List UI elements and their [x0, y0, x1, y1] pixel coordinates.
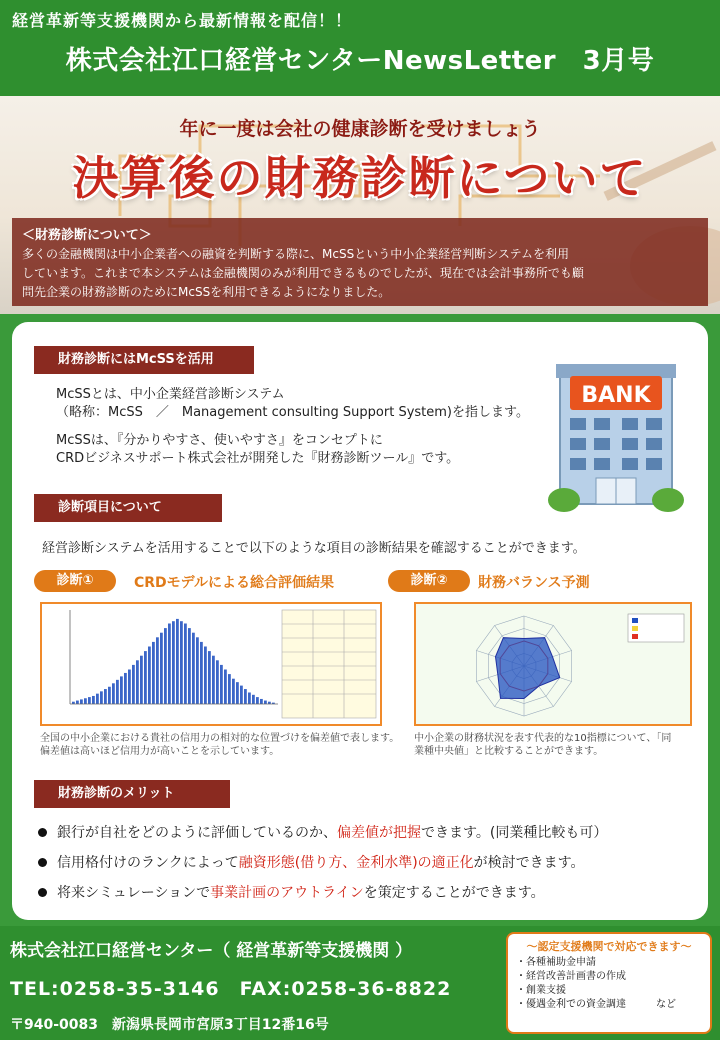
caption-line: 偏差値は高いほど信用力が高いことを示しています。	[40, 746, 280, 757]
section-label-mcss: 財務診断にはMcSSを活用	[34, 346, 254, 374]
histogram-bar	[264, 701, 267, 704]
hero-subtitle: 年に一度は会社の健康診断を受けましょう	[179, 118, 541, 140]
section-label-merits: 財務診断のメリット	[34, 780, 230, 808]
histogram-bar	[88, 697, 91, 704]
merit-item: 将来シミュレーションで事業計画のアウトラインを策定することができます。	[38, 882, 545, 902]
intro-line: しています。これまで本システムは金融機関のみが利用できるものでしたが、現在では会計事務所でも顧	[22, 266, 584, 280]
histogram-bar	[192, 633, 195, 704]
footer-company: 株式会社江口経営センター（ 経営革新等支援機関 ）	[10, 941, 413, 961]
histogram-bar	[140, 656, 143, 704]
cert-item: ・創業支援	[516, 985, 566, 996]
histogram-bar	[196, 637, 199, 704]
histogram-bar	[176, 619, 179, 704]
mcss-line: McSSは、『分かりやすさ、使いやすさ』をコンセプトに	[56, 433, 383, 448]
histogram-bar	[116, 680, 119, 704]
histogram-bar	[188, 628, 191, 704]
caption-line: 業種中央値」と比較することができます。	[414, 746, 604, 757]
footer	[0, 926, 720, 1040]
newsletter-title: 株式会社江口経営センターNewsLetter 3月号	[65, 46, 655, 76]
histogram-bar	[152, 642, 155, 704]
diagnosis-2-caption	[414, 732, 671, 758]
footer-contact: TEL:0258-35-3146 FAX:0258-36-8822	[10, 978, 452, 1000]
financial-balance-chart	[414, 602, 692, 726]
histogram-bar	[208, 651, 211, 704]
diagnosis-1-title: CRDモデルによる総合評価結果	[134, 575, 334, 591]
merit-item: 信用格付けのランクによって融資形態(借り方、金利水準)の適正化が検討できます。	[38, 852, 585, 872]
diagnosis-2-title: 財務バランス予測	[478, 575, 590, 591]
histogram-bar	[148, 647, 151, 705]
histogram-bar	[244, 689, 247, 704]
merit-item: 銀行が自社をどのように評価しているのか、偏差値が把握できます。(同業種比較も可）	[38, 822, 607, 842]
cert-item: ・優遇金利での資金調達 など	[516, 999, 676, 1010]
histogram-bar	[76, 701, 79, 704]
histogram-bar	[216, 660, 219, 704]
histogram-bar	[100, 691, 103, 704]
histogram-bar	[224, 670, 227, 705]
histogram-bar	[180, 621, 183, 704]
diagnosis-1-caption	[40, 732, 399, 758]
histogram-bar	[84, 698, 87, 704]
histogram-bar	[112, 683, 115, 704]
crd-bar-chart	[42, 604, 380, 724]
intro-line: 多くの金融機関は中小企業者への融資を判断する際に、McSSという中小企業経営判断システムを利用	[22, 247, 569, 261]
histogram-bar	[256, 697, 259, 704]
histogram-bar	[240, 686, 243, 704]
histogram-bar	[80, 699, 83, 704]
items-intro: 経営診断システムを活用することで以下のような項目の診断結果を確認することができます。	[42, 541, 586, 556]
histogram-bar	[160, 633, 163, 704]
histogram-bar	[92, 696, 95, 704]
caption-line: 全国の中小企業における貴社の信用力の相対的な位置づけを偏差値で表します。	[40, 733, 400, 744]
histogram-bar	[136, 660, 139, 704]
diagnosis-1-badge: 診断①	[34, 570, 116, 592]
intro-text	[22, 245, 698, 302]
certified-support-box	[506, 932, 712, 1034]
hero-section	[0, 96, 720, 314]
histogram-bar	[248, 693, 251, 705]
histogram-bar	[200, 642, 203, 704]
crd-evaluation-chart	[40, 602, 382, 726]
histogram-bar	[204, 647, 207, 705]
intro-box	[12, 218, 708, 306]
section-label-items: 診断項目について	[34, 494, 222, 522]
histogram-bar	[104, 689, 107, 704]
radar-legend	[628, 614, 684, 642]
histogram-bar	[164, 628, 167, 704]
mcss-description	[56, 386, 529, 468]
histogram-bar	[108, 687, 111, 704]
histogram-bar	[236, 682, 239, 704]
header-tagline: 経営革新等支援機関から最新情報を配信！！	[12, 11, 353, 30]
hero-title: 決算後の財務診断について	[72, 151, 648, 205]
histogram-bar	[132, 665, 135, 704]
histogram-bar	[96, 694, 99, 704]
caption-line: 中小企業の財務状況を表す代表的な10指標について、「同	[414, 733, 672, 744]
histogram-bar	[260, 699, 263, 704]
financial-radar-chart	[416, 604, 690, 724]
histogram-bar	[228, 674, 231, 704]
histogram-bar	[120, 676, 123, 704]
histogram-bar	[232, 679, 235, 704]
intro-heading: ＜財務診断について＞	[22, 228, 152, 243]
footer-address: 〒940-0083 新潟県長岡市宮原3丁目12番16号	[10, 1017, 329, 1033]
histogram-bar	[220, 665, 223, 704]
header-banner	[0, 0, 720, 96]
cert-title: ～認定支援機関で対応できます～	[526, 940, 692, 953]
mcss-line: McSSとは、中小企業経営診断システム	[56, 387, 285, 402]
histogram-bar	[172, 621, 175, 704]
bank-building-icon	[546, 362, 686, 514]
crd-score-table	[282, 610, 376, 718]
histogram-bar	[128, 670, 131, 705]
histogram-bar	[156, 637, 159, 704]
diagnosis-2-badge: 診断②	[388, 570, 470, 592]
bullet-dot-icon	[38, 828, 47, 837]
bullet-dot-icon	[38, 888, 47, 897]
bank-sign-text: BANK	[581, 383, 651, 408]
intro-line: 問先企業の財務診断のためにMcSSを利用できるようになりました。	[22, 285, 391, 299]
histogram-bar	[168, 624, 171, 705]
histogram-bar	[252, 695, 255, 704]
histogram-bar	[144, 651, 147, 704]
cert-item: ・経営改善計画書の作成	[516, 971, 626, 982]
bullet-dot-icon	[38, 858, 47, 867]
histogram-bar	[184, 624, 187, 705]
cert-item: ・各種補助金申請	[516, 957, 596, 968]
mcss-line: （略称：McSS ／ Management consulting Support System)を指します。	[56, 405, 529, 420]
mcss-line: CRDビジネスサポート株式会社が開発した『財務診断ツール』です。	[56, 451, 460, 466]
histogram-bar	[124, 673, 127, 704]
histogram-bar	[212, 656, 215, 704]
